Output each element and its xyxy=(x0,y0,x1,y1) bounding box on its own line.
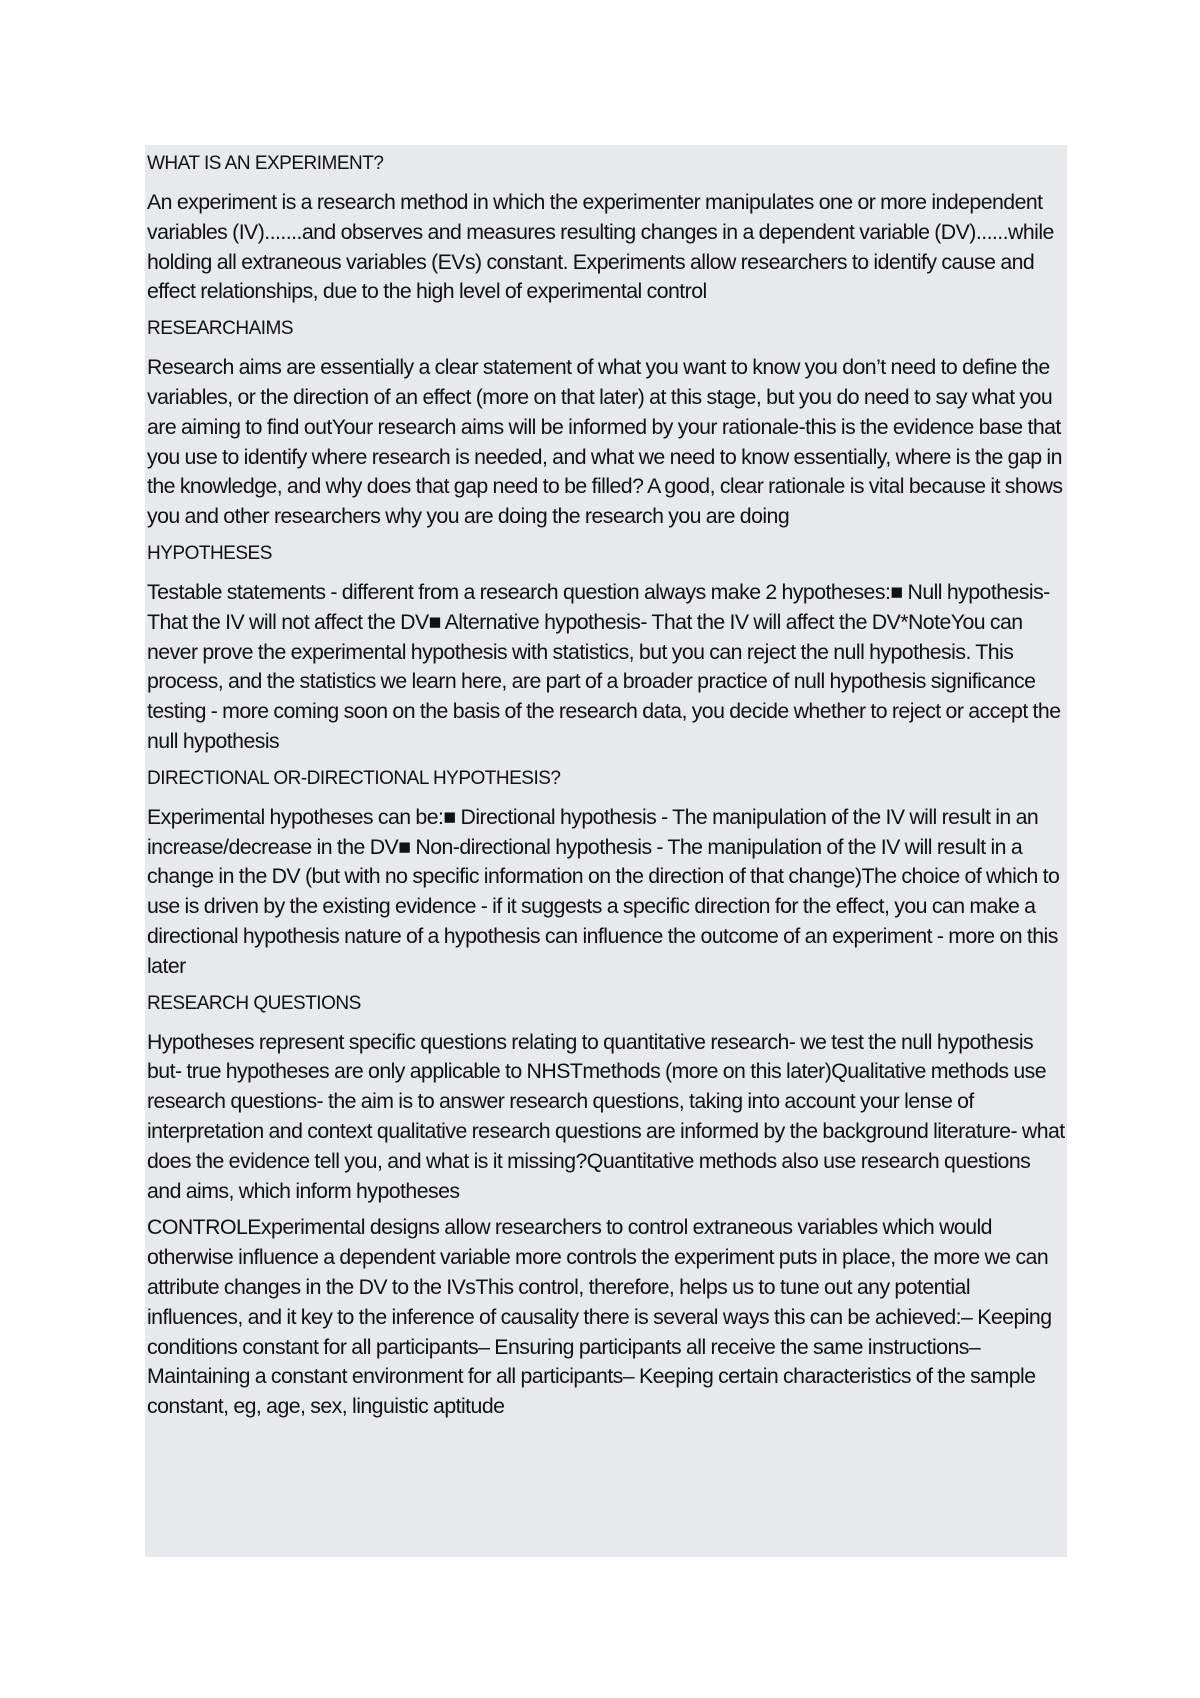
section-body-experiment: An experiment is a research method in which the experimenter manipulates one or more independent variables (IV).......and observes and measures resulting changes in a dependent variable (DV)......while holding all extraneous variables (EVs) constant. Experiments allow researchers to identify cause and effect relationships, due to the high level of experimental control xyxy=(147,190,1054,304)
text-content-block xyxy=(145,145,1067,1557)
section-body-directional: Experimental hypotheses can be:■ Directional hypothesis - The manipulation of the IV will result in an increase/decrease in the DV■ Non-directional hypothesis - The manipulation of the IV will result in a change in the DV (but with no specific information on the direction of that change)The choice of which to use is driven by the existing evidence - if it suggests a specific direction for the effect, you can make a directional hypothesis nature of a hypothesis can influence the outcome of an experiment - more on this later xyxy=(147,804,1060,978)
section-heading-research-questions: RESEARCH QUESTIONS xyxy=(147,992,361,1014)
section-heading-hypotheses: HYPOTHESES xyxy=(147,542,272,564)
section-heading-research-aims: RESEARCHAIMS xyxy=(147,318,294,340)
section-body-research-questions: Hypotheses represent specific questions relating to quantitative research- we test the null hypothesis but- true hypotheses are only applicable to NHSTmethods (more on this later)Qualitative methods use research questions- the aim is to answer research questions, taking into account your lense of interpretation and context qualitative research questions are informed by the background literature- what does the evidence tell you, and what is it missing?Quantitative methods also use research questions and aims, which inform hypotheses xyxy=(147,1029,1065,1203)
section-heading-experiment: WHAT IS AN EXPERIMENT? xyxy=(147,153,384,174)
section-body-hypotheses: Testable statements - different from a research question always make 2 hypotheses:■ Null hypothesis- That the IV will not affect the DV■ Alternative hypothesis- That the IV will affect the DV*NoteYou can never prove the experimental hypothesis with statistics, but you can reject the null hypothesis. This process, and the statistics we learn here, are part of a broader practice of null hypothesis significance testing - more coming soon on the basis of the research data, you decide whether to reject or accept the null hypothesis xyxy=(147,579,1061,753)
section-heading-directional: DIRECTIONAL OR-DIRECTIONAL HYPOTHESIS? xyxy=(147,767,561,789)
section-body-research-aims: Research aims are essentially a clear statement of what you want to know you don’t need to define the variables, or the direction of an effect (more on that later) at this stage, but you do need to say what you are aiming to find outYour research aims will be informed by your rationale-this is the evidence base that you use to identify where research is needed, and what we need to know essentially, where is the gap in the knowledge, and why does that gap need to be filled? A good, clear rationale is vital because it shows you and other researchers why you are doing the research you are doing xyxy=(147,355,1063,529)
section-body-control: CONTROLExperimental designs allow researchers to control extraneous variables which would otherwise influence a dependent variable more controls the experiment puts in place, the more we can attribute changes in the DV to the IVsThis control, therefore, helps us to tune out any potential influences, and it key to the inference of causality there is several ways this can be achieved:– Keeping conditions constant for all participants– Ensuring participants all receive the same instructions– Maintaining a constant environment for all participants– Keeping certain characteristics of the sample constant, eg, age, sex, linguistic aptitude xyxy=(147,1215,1052,1419)
